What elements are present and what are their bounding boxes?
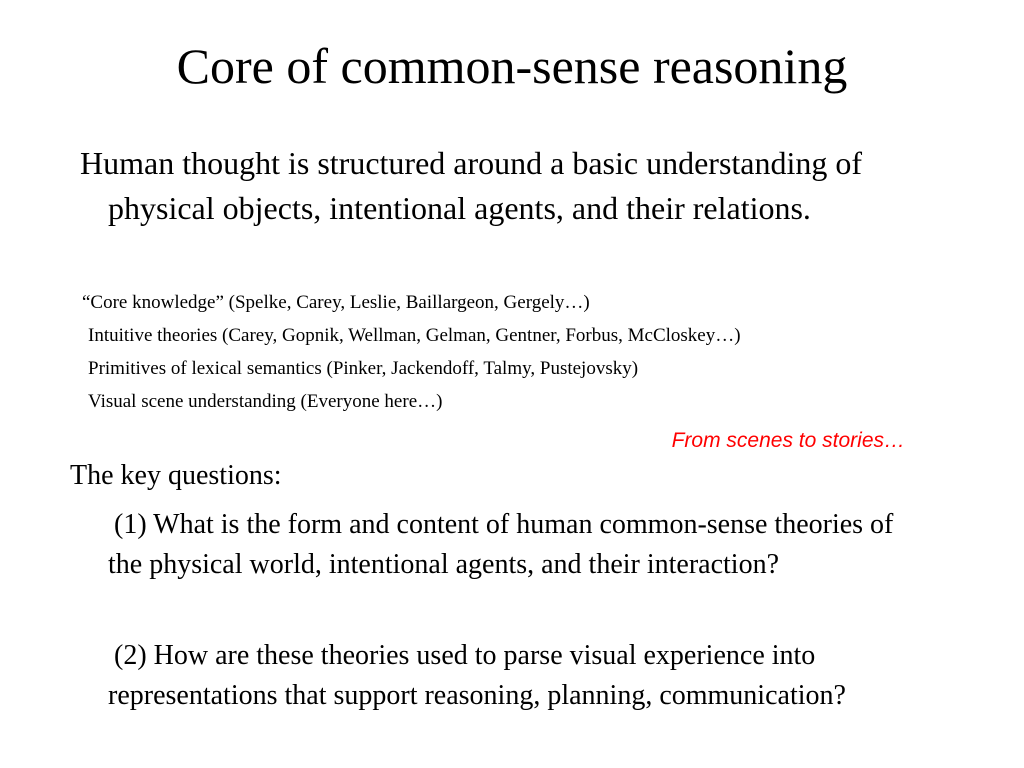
key-questions-heading: The key questions: — [70, 460, 282, 491]
reference-lexical-semantics: Primitives of lexical semantics (Pinker, Jackendoff, Talmy, Pustejovsky) — [88, 358, 639, 379]
reference-list — [80, 286, 980, 418]
reference-core-knowledge: “Core knowledge” (Spelke, Carey, Leslie, Baillargeon, Gergely…) — [82, 292, 590, 313]
reference-intuitive-theories: Intuitive theories (Carey, Gopnik, Wellman, Gelman, Gentner, Forbus, McCloskey…) — [88, 325, 741, 346]
reference-visual-scene: Visual scene understanding (Everyone here…) — [88, 391, 443, 412]
question-1: (1) What is the form and content of human common-sense theories of the physical world, intentional agents, and their interaction? — [108, 509, 894, 580]
tagline: From scenes to stories… — [671, 429, 905, 452]
question-2: (2) How are these theories used to parse visual experience into representations that support reasoning, planning, communication? — [108, 640, 846, 711]
slide-title: Core of common-sense reasoning — [176, 38, 848, 94]
intro-paragraph: Human thought is structured around a basic understanding of physical objects, intentional agents, and their relations. — [80, 145, 863, 226]
